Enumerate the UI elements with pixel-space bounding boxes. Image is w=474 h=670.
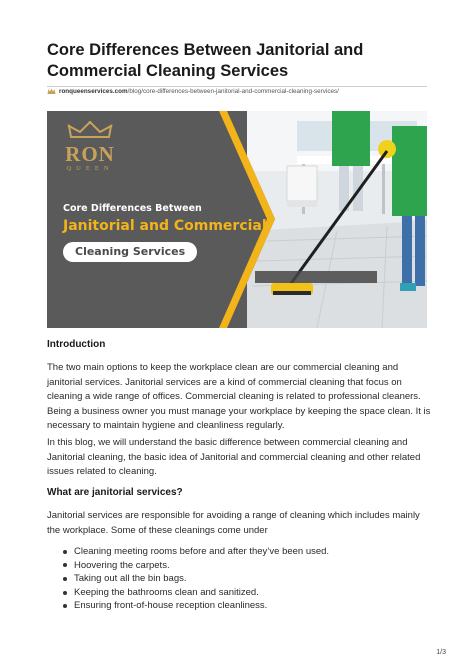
- list-item-text: Cleaning meeting rooms before and after they’ve been used.: [74, 546, 330, 557]
- section-heading-janitorial: What are janitorial services?: [47, 487, 183, 498]
- source-path: /blog/core-differences-between-janitorial-and-commercial-cleaning-services/: [127, 88, 339, 95]
- intro-paragraph-1: The two main options to keep the workplace clean are our commercial cleaning and janitorial services. Janitorial services are a kind of commercial cleaning that focus on cleaning a wide range of offices. Commercial cleaning is related to professional cleaners. Being a business owner you must manage your workplace by keeping the space clean. It is necessary to maintain hygiene and cleanliness regularly.: [47, 362, 431, 431]
- hero-heading-line1: Core Differences Between: [63, 203, 202, 214]
- bullet-icon: [63, 563, 67, 567]
- list-item: [47, 545, 329, 559]
- intro-paragraph-2: In this blog, we will understand the basic difference between commercial cleaning and Janitorial cleaning, the basic idea of Janitorial and commercial cleaning and other related issues related to cleaning.: [47, 437, 421, 477]
- list-item-text: Ensuring front-of-house reception cleanliness.: [74, 600, 268, 612]
- list-item: [47, 559, 329, 573]
- list-item: [47, 599, 329, 613]
- list-item: [47, 586, 329, 600]
- list-item-text: Taking out all the bin bags.: [74, 573, 187, 585]
- site-favicon-icon: [47, 88, 56, 95]
- bullet-icon: [63, 591, 67, 595]
- bullet-icon: [63, 577, 67, 581]
- ron-queen-logo: [55, 121, 125, 172]
- hero-heading-line2: Janitorial and Commercial: [63, 218, 267, 234]
- bullet-icon: [63, 550, 67, 554]
- logo-ron-text: RON: [65, 142, 115, 166]
- list-item-text: Hoovering the carpets.: [74, 559, 170, 571]
- source-url[interactable]: [47, 88, 339, 95]
- list-item: [47, 572, 329, 586]
- logo-queen-text: QUEEN: [66, 165, 114, 172]
- title-divider: [47, 86, 427, 87]
- bullet-icon: [63, 604, 67, 608]
- janitorial-bullet-list: [47, 545, 329, 613]
- page-indicator: 1/3: [436, 649, 446, 656]
- hero-banner-image: [47, 111, 427, 328]
- crown-icon: [67, 121, 113, 139]
- intro-heading: Introduction: [47, 339, 106, 350]
- source-domain: ronqueenservices.com: [59, 88, 128, 95]
- section-paragraph: Janitorial services are responsible for avoiding a range of cleaning which includes mainly the workplace. Some of these cleanings come under: [47, 510, 420, 536]
- page-title: Core Differences Between Janitorial and Commercial Cleaning Services: [47, 41, 364, 80]
- hero-pill-label: Cleaning Services: [63, 242, 197, 262]
- list-item-text: Keeping the bathrooms clean and sanitized.: [74, 586, 259, 598]
